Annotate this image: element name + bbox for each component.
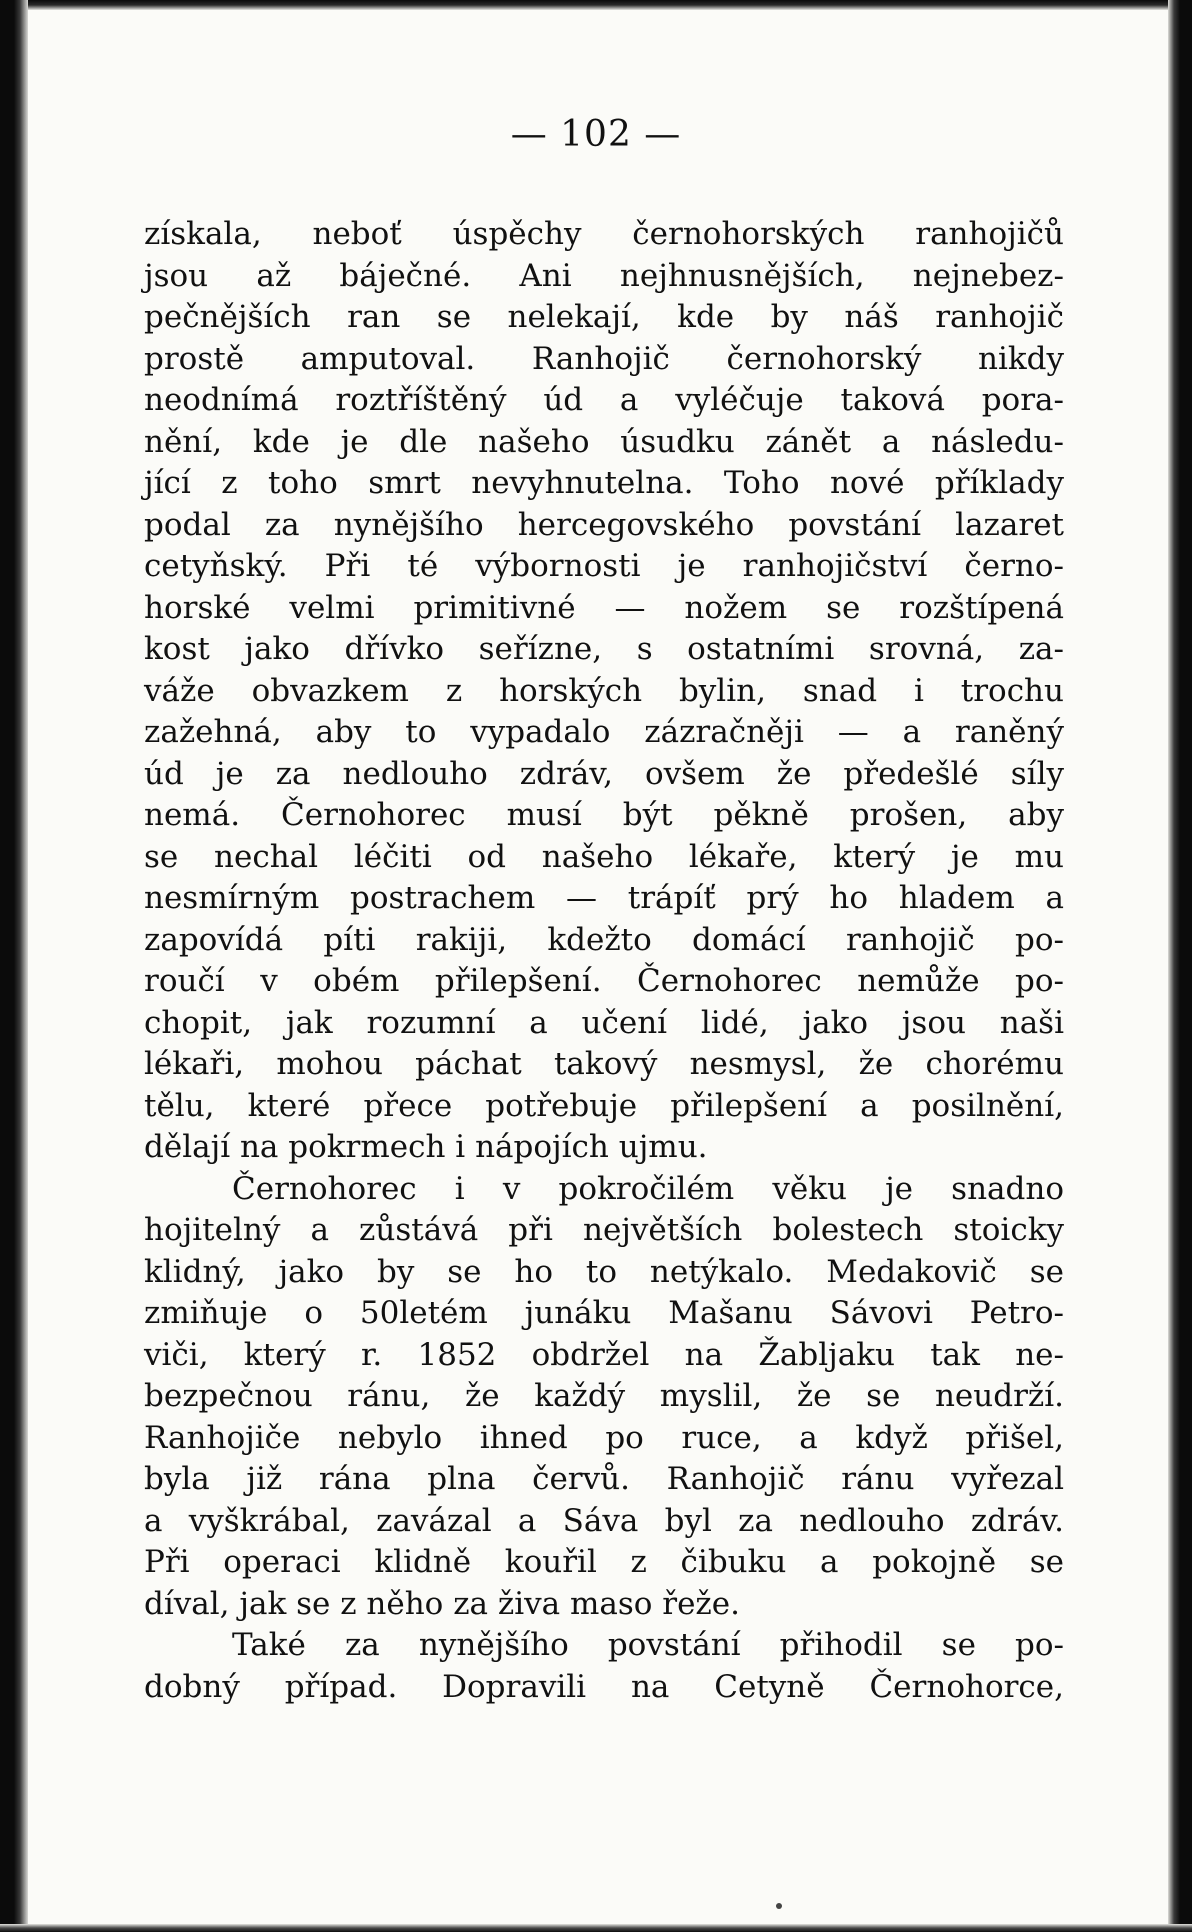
text-line: úd je za nedlouho zdráv, ovšem že předešlé síly: [144, 755, 1064, 792]
text-line: jící z toho smrt nevyhnutelna. Toho nové příklady: [144, 465, 1064, 501]
text-line: nění, kde je dle našeho úsudku zánět a následu-: [144, 423, 1064, 460]
text-line: jsou až báječné. Ani nejhnusnějších, nejnebez-: [144, 257, 1064, 294]
text-line: cetyňský. Při té výbornosti je ranhojičství černo-: [144, 548, 1064, 584]
paragraph-end-line: díval, jak se z něho za živa maso řeže.: [144, 1585, 740, 1622]
text-line: získala, neboť úspěchy černohorských ranhojičů: [144, 216, 1064, 252]
text-line: Při operaci klidně kouřil z čibuku a pokojně se: [144, 1544, 1064, 1580]
text-line: se nechal léčiti od našeho lékaře, který je mu: [144, 838, 1064, 875]
text-line: nesmírným postrachem — trápíť prý ho hladem a: [144, 880, 1064, 916]
text-line: dobný případ. Dopravili na Cetyně Černohorce,: [144, 1668, 1064, 1705]
paragraph-start-line: Černohorec i v pokročilém věku je snadno: [232, 1170, 1064, 1207]
text-line: zmiňuje o 50letém junáku Mašanu Sávovi Petro-: [144, 1295, 1064, 1331]
text-line: Ranhojiče nebylo ihned po ruce, a když přišel,: [144, 1419, 1064, 1456]
text-line: lékaři, mohou páchat takový nesmysl, že chorému: [144, 1046, 1064, 1082]
text-line: váže obvazkem z horských bylin, snad i trochu: [144, 672, 1064, 709]
paragraph-start-line: Také za nynějšího povstání přihodil se po-: [232, 1627, 1064, 1663]
text-line: horské velmi primitivné — nožem se rozštípená: [144, 589, 1064, 626]
scan-edge-bottom: [0, 1924, 1192, 1932]
scan-edge-top: [0, 0, 1192, 10]
text-line: a vyškrábal, zavázal a Sáva byl za nedlouho zdráv.: [144, 1502, 1064, 1539]
text-line: hojitelný a zůstává při největších bolestech stoicky: [144, 1212, 1064, 1248]
text-line: roučí v obém přilepšení. Černohorec nemůže po-: [144, 963, 1064, 999]
scan-edge-right: [1168, 0, 1192, 1932]
text-line: prostě amputoval. Ranhojič černohorský nikdy: [144, 340, 1064, 377]
text-line: bezpečnou ránu, že každý myslil, že se neudrží.: [144, 1378, 1064, 1414]
text-line: podal za nynějšího hercegovského povstání lazaret: [144, 506, 1064, 543]
text-line: nemá. Černohorec musí být pěkně prošen, aby: [144, 797, 1064, 833]
scan-edge-left: [0, 0, 28, 1932]
text-line: neodnímá roztříštěný úd a vyléčuje taková pora-: [144, 382, 1064, 418]
text-line: tělu, které přece potřebuje přilepšení a posilnění,: [144, 1087, 1064, 1124]
text-line: pečnějších ran se nelekají, kde by náš ranhojič: [144, 299, 1064, 335]
ink-speck: [776, 1903, 782, 1909]
text-line: kost jako dřívko seřízne, s ostatními srovná, za-: [144, 631, 1064, 667]
text-line: zažehná, aby to vypadalo zázračněji — a raněný: [144, 714, 1064, 750]
body-text: [144, 214, 1064, 1708]
text-line: klidný, jako by se ho to netýkalo. Medakovič se: [144, 1253, 1064, 1290]
text-line: zapovídá píti rakiji, kdežto domácí ranhojič po-: [144, 921, 1064, 958]
paragraph-end-line: dělají na pokrmech i nápojích ujmu.: [144, 1129, 708, 1165]
text-line: viči, který r. 1852 obdržel na Žabljaku tak ne-: [144, 1336, 1064, 1373]
page-number: — 102 —: [510, 114, 682, 155]
text-line: chopit, jak rozumní a učení lidé, jako jsou naši: [144, 1004, 1064, 1041]
text-line: byla již rána plna červů. Ranhojič ránu vyřezal: [144, 1461, 1064, 1497]
